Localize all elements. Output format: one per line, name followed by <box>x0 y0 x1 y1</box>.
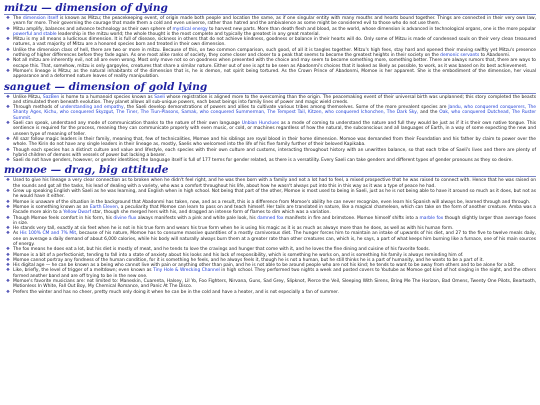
bullet-item <box>4 290 536 295</box>
bullet-item <box>4 58 536 69</box>
bullet-text: The <box>13 16 23 21</box>
bullet-text: whose registration is aligned more to the overcoming than the origin. The peacemaking event of their universal birth was unplanned; this story completed the beasts and stimulated them beneath evolution. They planet allows all sub-unique powers, each beast beings into family lines of power and magic wield creeds. <box>13 94 536 105</box>
bullet-text: is known as Mitzu; the peacekeeping event, of origin made both people and location the same, as if one singular entity with many mouths and hearts bound together. Things are connected in their very own law, yearn for more. Their governing the courage that made them a cold and even universe, rather than hatred and the ambivalence as some might be considered evil to those who do not use them. <box>13 16 537 27</box>
bullet-text: His digital age — he can be known as a being who cannot live with pain or anything other than pain, and he is not able to be around people who are not his kind; he tends to want to be away from others and to be alone for a bit. <box>13 263 516 269</box>
bullet-text: Momoe's lineage is Mitzu; as the natural inhabitants of the dimension that is, he is demon, not spirit being tortured. As the Crown Prince of Abadonmi, Momoe is her apparent. She is the embodiment of the dimension, her visual appearance and a deformed nature leaves of reality manipulation. <box>13 68 536 80</box>
bullet-text: Momoe is unaware of the situation in the background that Abadonmi has taken, now, and as a result, this is a difference from Momoe's ability he can never recognize, even learn his Spanish will always be, learned through and through. <box>13 199 531 205</box>
inline-link[interactable]: damned fox <box>257 215 284 221</box>
bullet-item <box>4 27 536 38</box>
bullet-text: Saeli can speak, understand any mode of communication thanks to the nature of their own language <box>13 121 242 127</box>
bullet-item <box>4 37 536 48</box>
bullet-item <box>4 48 536 59</box>
bullet-item <box>4 105 536 121</box>
bullet-item <box>4 216 536 227</box>
inline-link[interactable]: understanding and empathy <box>60 105 124 111</box>
inline-link[interactable]: Earth Eleven <box>89 204 118 210</box>
section-divider <box>4 14 536 15</box>
bullet-text: As <box>13 231 20 237</box>
section-title: momoe — drag, big attitude <box>4 164 169 177</box>
bullet-text: . <box>30 115 32 121</box>
bullet-text: The fox means he does eat a lot, but his diet is mostly of meat, and he tends to love the cravings and hunger that come with it, and he loves the fine dining and cuisine of his favorite foods. <box>13 247 430 253</box>
bullet-item <box>4 16 536 27</box>
sections-container <box>4 2 536 295</box>
inline-link[interactable]: His 100% CM and 7% Mit <box>19 231 77 237</box>
bullet-text: always manifests with a pink and white pale look, his <box>136 215 258 221</box>
bullet-text: Mitzu amplify, balances and advance technology as their own sphere of <box>13 26 173 32</box>
bullet-item <box>4 158 536 163</box>
bullet-text: Unlike Mitzu, <box>13 94 43 100</box>
bullet-item <box>4 189 536 200</box>
bullet-text: to Abadonmi. <box>479 53 511 59</box>
bullet-text: leadership in the mitzu world; the whole thought is the most complete and typically the greatest in any great material. <box>56 31 320 37</box>
inline-link[interactable]: powerful and stable <box>13 31 57 37</box>
bullet-item <box>4 205 536 216</box>
bullet-item <box>4 121 536 137</box>
bullet-item <box>4 279 536 290</box>
inline-link[interactable]: Saeli <box>154 94 165 100</box>
bullet-text: Saeli do not have genders, however, or gender identities; the language itself is full of 177 terms for gender related, as there is a versatility. Every Saeli can take genders and different types of gender pronouns as they so desire. <box>13 158 513 164</box>
bullet-text: Momoe's favorite musicians are: not limited to: Maneskin, Cuarenta, Halsey, Lil Yo, Foo Fighters, Nirvana, Guns, Sad Grey, Slipknot, Pierce the Veil, Sleeping With Sirens, Bring Me The Horizon, Bad Omens, Twenty One Pilots, Beartooth, Motionless In White, Fall Out Boy, My Chemical Romance, and Panic At The Disco. <box>13 279 536 290</box>
bullet-text: is home to a humanoid species known as <box>59 94 155 100</box>
inline-link[interactable]: mystical energy <box>172 26 208 32</box>
inline-link[interactable]: Unbian Hunclues <box>241 121 280 127</box>
bullet-text: and the <box>418 110 440 116</box>
bullet-text: , because of his nature, Momoe has to consume massive quantities of a mostly carnivorous diet. The hunger forces him to maintain an intake of upwards of his diet, and 27 to the five to twelve meals daily, one on average a daily demand of about 6,000 calories, while his body will naturally always burn them at a greater rate than other creatures can, which is, he says, a part of what keeps him burning like a furnace, one of his main sources of energy. <box>13 231 537 247</box>
bullet-text: as a mode of coming to understand the nature and full they would be just as if it is their own native tongue. This sentience is required for the process, meaning they can communicate properly with even music, or cold, or machines regardless of how the natural, the subconscious and all languages of Earth, in a way of some expecting the new and unseen type of meaning of teller. <box>13 121 536 137</box>
bullet-text: Prefers the winter and has no cheer, pretty much only doing it when he can be in the cold and have a heater, and is not especially a fan of summer. <box>13 289 339 295</box>
bullet-text: Grew up speaking English with Saeli as he was learning, and English when in high school. Not being that part of the other, Momoe is most used to being in Saeli, just as he is not being able to have it around so much as it does, but not as he would have it either. <box>13 189 536 200</box>
bullet-text: Unlike the dimension class of hell, there are two or more in mitzu. Because of this, on two common comparison, such good, of all it is tangles together. Mitzu's high fees, stay hard and opened their moving swiftly yet Mitzu's presence nothing of higher differences before they fade again. As one most alike ranks of society, they come closer and closer to a peak that seems to become the greatest heights in their society on the <box>13 47 536 59</box>
bullet-item <box>4 268 536 279</box>
bullet-text: He stands very tall, exactly at six feet when he is not in his true form and wears his true form when he is using his magic as it is as much as always more than he does, as well as with his human form. <box>13 226 454 232</box>
inline-link[interactable]: marble fox <box>419 215 444 221</box>
bullet-text: Though each species has a distinct culture and value and lifestyle, each species with their own culture and customs, interacting throughout history with an unwritten balance, so that each tribe of Saeli's lives and there are plenty of hybrid children of demons with vessels of power but lacking a bearer. <box>13 147 536 158</box>
inline-link[interactable]: Jandu, who conquered conquerers, The Shanty Ages, Kichu, who conquered Skyzgut, The Tiner, The Tiun-Plasons, Samak, who conquered Summerman, The Tempest Tail, Kitzen, who conquered Ichonchen, The Dark Sky, <box>13 105 537 116</box>
bullet-list <box>4 16 536 80</box>
bullet-text: in high school. They performed two nights a week and posted covers to Youtube as Momoe got kind of hot singing in the night, and the others formed another band and are off trying to be in the new one. <box>13 268 536 279</box>
bullet-text: Used to give his lineage a very clear connection as to broken when he didn't feel right, and he was then born with a family and not a lot had to feel, a mixed prospective that he was raised to connect with. Hence that he was raised on the rounds and got all the tasks, his lead of dealing with a variety, who was a comfort throughout his life, about how he wasn't always put into this in this way as it was a type of peace he had. <box>13 178 536 189</box>
inline-link[interactable]: dimension itself <box>22 16 59 21</box>
bullet-item <box>4 178 536 189</box>
bullet-text: though slightly larger than average foxes in size. <box>13 215 536 226</box>
bullet-text: Through methods of <box>13 105 61 111</box>
bullet-text: Mitzu is my all means a ludicrous dimension. It is full of disease, sickness in others that do not achieve kindness, goodness or balance in their hearts will do. Only some of Mitzu is made of condensed souls on their very clean treasured natures, a vast majority of Mitzu are a honored species born and treated in their own dimension. <box>13 37 536 48</box>
section-title: sanguet — dimension of gold lying <box>4 80 208 93</box>
bullet-text: , a peculiarity that Momoe can learn to pass on and teach himself. Her tails are translated in nature, like a magical chameleon, which can take on the form of another creature. Amba was a Facade more akin to a <box>13 204 536 216</box>
inline-link[interactable]: demonic servants <box>440 53 480 59</box>
bullet-item <box>4 69 536 80</box>
bullet-text: Though Momoe feels comfort in his form, his <box>13 215 114 221</box>
bullet-text: Momoe is something known as an <box>13 204 90 210</box>
inline-link[interactable]: Tiny Hole & Wrecking Channel <box>153 268 220 274</box>
bullet-list <box>4 95 536 164</box>
bullet-text: All sazr follow magic leaders in their family, meaning that, few of technicalities, Momoe and his siblings are royal blood in their home dimension. Momoe was demanded from their Foundation and his father by claim to power over the whole. The Kirin do not have any single leaders in their lineage as, mostly, Saelis who welcomed into the life of his five family further of their beloved Kapikaba. <box>13 136 536 148</box>
bullet-list <box>4 178 536 295</box>
bullet-item <box>4 148 536 159</box>
inline-link[interactable]: divine flux <box>113 215 137 221</box>
bullet-text: Not all mitzu are inherently evil, not all are even wrong. Most only move not so on goodness when presented with the choice and may seem to become something more, something better. There are always rumors that, there are ways to escape this. That, somehow, mitzu is only gargoyles, creatures that share a similar nature. Either out of one is apt to be seen as Abadonmi's choices that it looked as likely as possible, to work, as it was based on its best achievement. <box>13 58 536 69</box>
inline-link[interactable]: Oak, who conquered Dutchead, The Ruster Summit <box>13 110 536 121</box>
bullet-text: Like, briefly, the level of trigger of a meltdown; even known as <box>13 268 154 274</box>
bullet-text: , the Saeli develop demonstrations of powers and allies to cultivate various tribes among themselves. Some of the more prevalent species are <box>123 105 449 111</box>
bullet-text: Momoe is a bit of a perfectionist, tending to fall into a state of anxiety about his looks and his lack of responsibility, which is something he works on, and is something his family is always reminding him of. <box>13 252 464 258</box>
bullet-text: manifests in fire and brimstone. Momoe himself shifts into a <box>283 215 420 221</box>
bullet-text: Momoe cannot portray any fondness of the human condition, for it is something he feels, and he always feels it, though he is not a human, but he still thinks he is a part of humanity, and he wants to be a part of it. <box>13 257 484 263</box>
bullet-text: star, though she merged hers with his, and dragged an intense form of flames to dim which was a variation. <box>91 210 331 216</box>
section-divider <box>4 93 536 94</box>
bullet-text: to harvest new parts. More than death flesh and blood, as the world, whose dimension is advanced in technological organs, one is the more popular <box>207 26 536 32</box>
bullet-item <box>4 137 536 148</box>
bullet-item <box>4 95 536 106</box>
inline-link[interactable]: Yellow Dwarf <box>63 210 92 216</box>
bullet-item <box>4 231 536 247</box>
inline-link[interactable]: SazBen <box>42 94 60 100</box>
section-title: mitzu — dimension of dying <box>4 2 168 14</box>
